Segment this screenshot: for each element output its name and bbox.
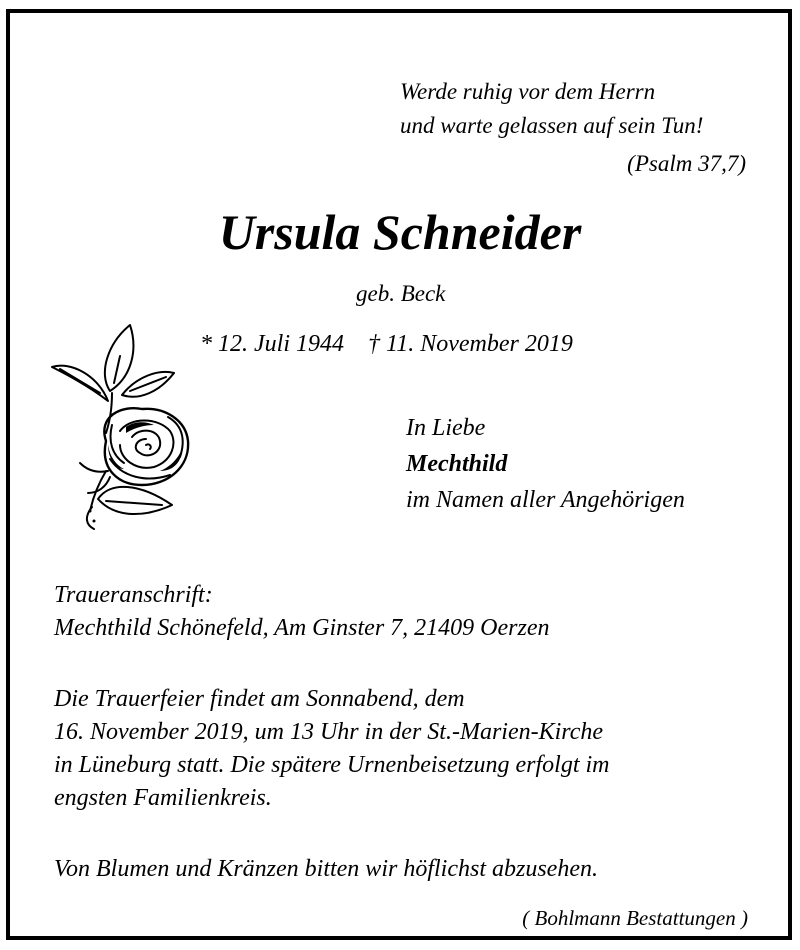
ceremony-block <box>54 683 610 815</box>
psalm-reference: (Psalm 37,7) <box>627 151 746 176</box>
address-block <box>54 579 549 645</box>
address-value: Mechthild Schönefeld, Am Ginster 7, 21409 Oerzen <box>54 615 550 641</box>
address-label: Traueranschrift: <box>54 582 213 608</box>
undertaker-name: ( Bohlmann Bestattungen ) <box>522 906 748 930</box>
life-dates <box>200 331 573 358</box>
deceased-name: Ursula Schneider <box>218 204 582 260</box>
obituary-frame <box>6 9 792 940</box>
birth-date: * 12. Juli 1944 <box>200 331 344 357</box>
psalm-line: Werde ruhig vor dem Herrn <box>400 79 656 104</box>
ceremony-line: in Lüneburg statt. Die spätere Urnenbeisetzung erfolgt im <box>54 752 610 778</box>
in-love-text: In Liebe <box>406 415 486 441</box>
ceremony-line: 16. November 2019, um 13 Uhr in der St.-Marien-Kirche <box>54 719 604 745</box>
flowers-note: Von Blumen und Kränzen bitten wir höflichst abzusehen. <box>54 856 598 882</box>
maiden-name: geb. Beck <box>356 281 446 306</box>
closing-block <box>406 410 685 518</box>
rose-icon <box>50 321 200 531</box>
death-date: † 11. November 2019 <box>368 331 573 357</box>
ceremony-line: engsten Familienkreis. <box>54 785 272 811</box>
on-behalf-text: im Namen aller Angehörigen <box>406 487 685 513</box>
psalm-quote <box>400 75 703 143</box>
signer-name: Mechthild <box>406 451 508 477</box>
psalm-line: und warte gelassen auf sein Tun! <box>400 113 704 138</box>
ceremony-line: Die Trauerfeier findet am Sonnabend, dem <box>54 686 465 712</box>
